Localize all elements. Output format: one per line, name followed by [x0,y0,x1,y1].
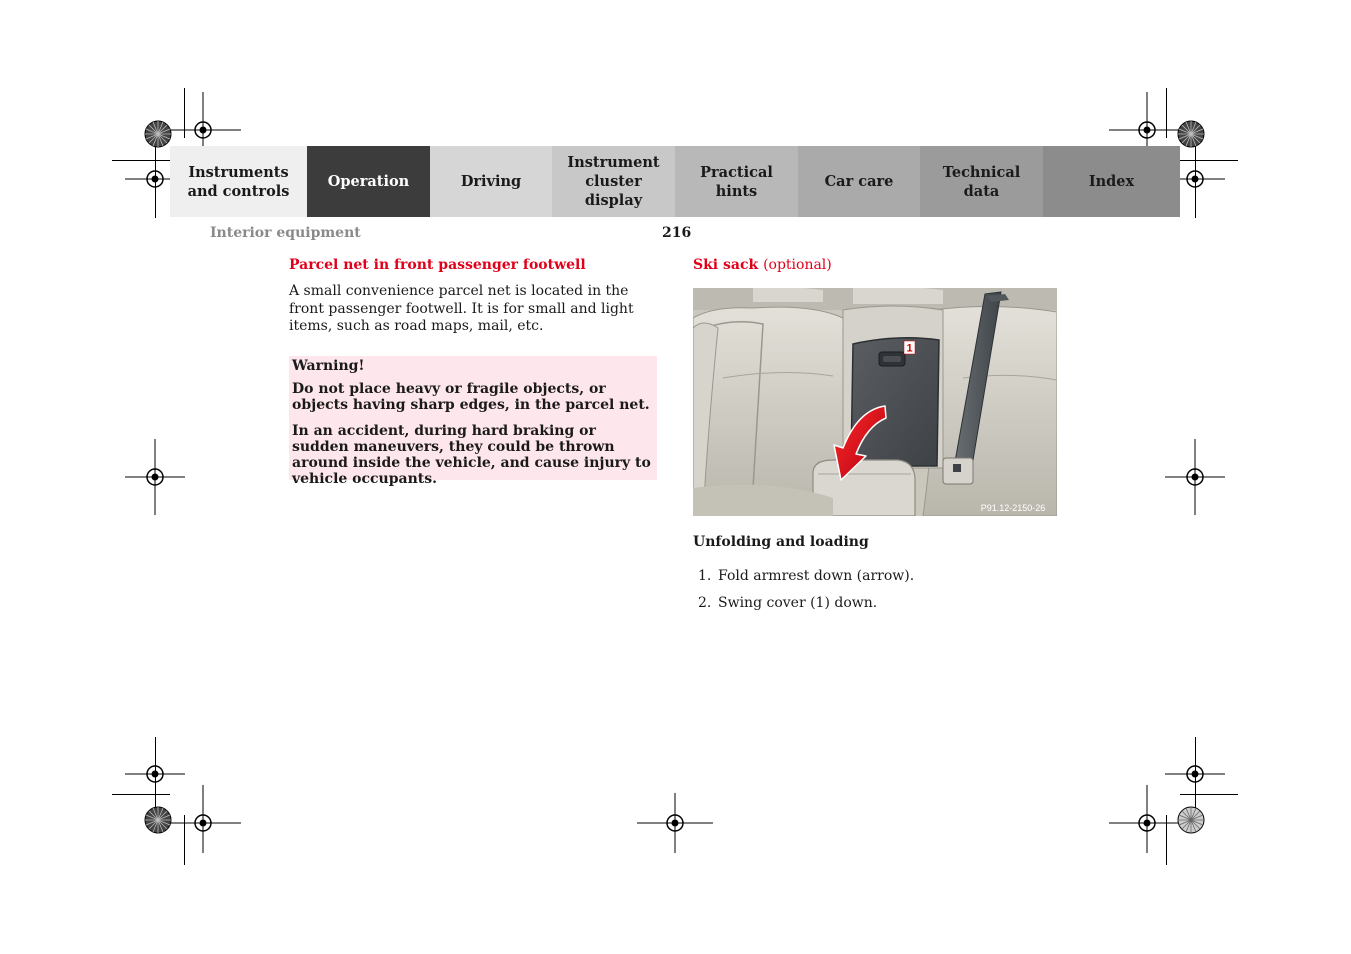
ski-sack-title: Ski sack [693,257,759,273]
tab-label: Index [1088,173,1135,190]
ski-sack-heading [693,257,832,273]
tab-label: Practical hints [700,163,773,200]
tab-practical-hints[interactable] [675,146,798,217]
tab-index[interactable] [1043,146,1180,217]
parcel-net-heading: Parcel net in front passenger footwell [289,257,586,273]
optional-label: (optional) [763,257,832,273]
unfolding-subheading: Unfolding and loading [693,534,869,550]
figure-code: P91.12-2150-26 [980,503,1046,513]
tab-car-care[interactable] [798,146,920,217]
step-number: 2. [698,595,712,611]
step-number: 1. [698,568,712,584]
parcel-net-body: A small convenience parcel net is located in the front passenger footwell. It is for small and light items, such as road maps, mail, etc. [289,283,634,334]
step-text: Swing cover (1) down. [718,595,878,611]
ski-sack-illustration [693,288,1057,516]
callout-1: 1 [906,342,913,355]
tab-label: Operation [327,173,410,190]
warning-paragraph: Do not place heavy or fragile objects, or objects having sharp edges, in the parcel net. [292,381,650,413]
tab-instrument-cluster-display[interactable] [552,146,675,217]
section-title: Interior equipment [210,225,361,241]
warning-title: Warning! [292,358,365,374]
tab-label: Instruments and controls [187,163,290,200]
tab-label: Car care [824,173,894,190]
tab-instruments-and-controls[interactable] [170,146,307,217]
warning-paragraph: In an accident, during hard braking or sudden maneuvers, they could be thrown around inside the vehicle, and cause injury to vehicle occupants. [292,423,651,487]
tab-driving[interactable] [430,146,552,217]
tab-label: Instrument cluster display [567,154,660,209]
page-number: 216 [662,225,692,241]
tab-label: Driving [460,173,522,190]
tab-label: Technical data [942,163,1021,200]
tab-technical-data[interactable] [920,146,1043,217]
tab-operation[interactable] [307,146,430,217]
chapter-tab-bar [170,146,1180,217]
warning-box [289,356,657,487]
step-text: Fold armrest down (arrow). [718,568,915,584]
